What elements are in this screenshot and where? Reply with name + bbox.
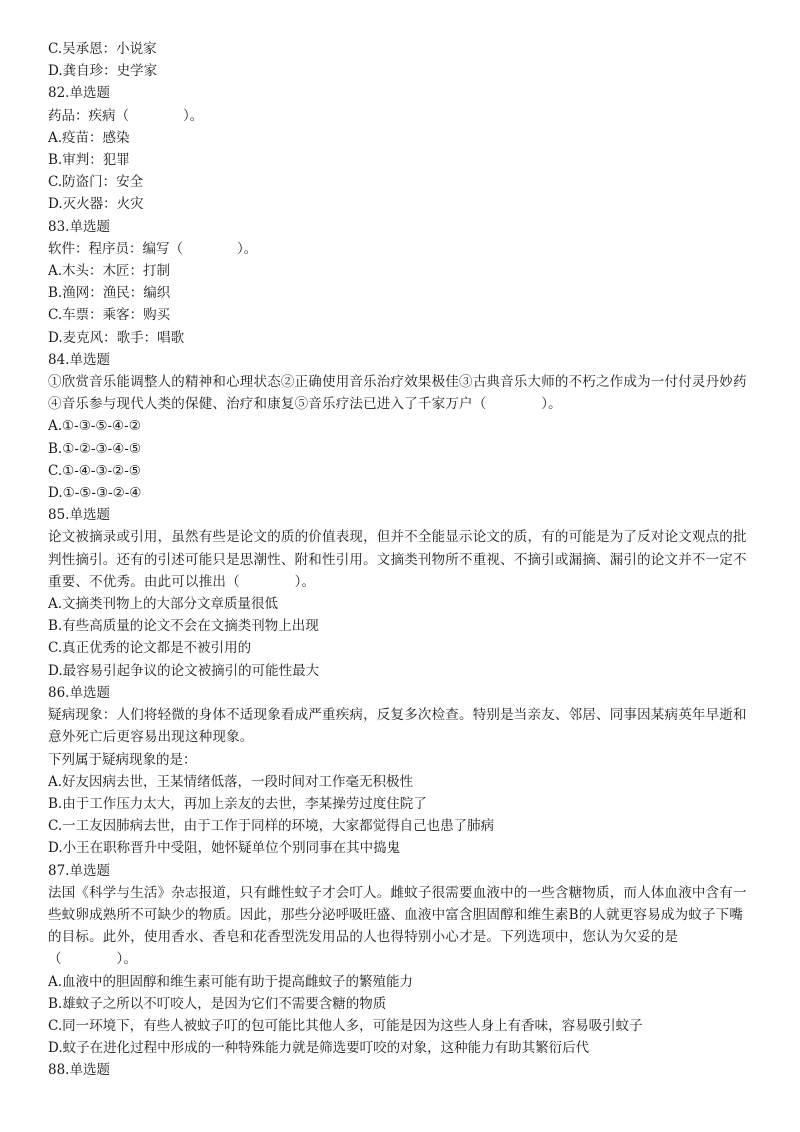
option-b: B.渔网：渔民：编织: [48, 285, 171, 302]
option-a: A.疫苗：感染: [48, 129, 130, 146]
option-d: D.小王在职称晋升中受阻，她怀疑单位个别同事在其中捣鬼: [48, 840, 401, 857]
option-c: C.一工友因肺病去世，由于工作于同样的环境，大家都觉得自己也患了肺病: [48, 818, 495, 835]
option-b: B.①-②-③-④-⑤: [48, 440, 141, 457]
question-prompt: 下列属于疑病现象的是：: [48, 751, 197, 768]
option-a: A.血液中的胆固醇和维生素可能有助于提高雌蚊子的繁殖能力: [48, 973, 414, 990]
question-stem: 软件：程序员：编写（ ）。: [48, 240, 258, 257]
option-c: C.同一环境下，有些人被蚊子叮的包可能比其他人多，可能是因为这些人身上有香味，容易吸引蚊子: [48, 1017, 643, 1034]
option-c: C.真正优秀的论文都是不被引用的: [48, 640, 252, 657]
option-d: D.蚊子在进化过程中形成的一种特殊能力就是筛选要叮咬的对象，这种能力有助其繁衍后代: [48, 1040, 590, 1057]
option-b: B.有些高质量的论文不会在文摘类刊物上出现: [48, 618, 319, 635]
option-d: D.龚自珍：史学家: [48, 63, 158, 80]
option-c: C.防盗门：安全: [48, 174, 144, 191]
question-list: [48, 38, 748, 1082]
option-d: D.最容易引起争议的论文被摘引的可能性最大: [48, 662, 320, 679]
option-d: D.灭火器：火灾: [48, 196, 144, 213]
option-a: A.木头：木匠：打制: [48, 263, 171, 280]
option-d: D.①-⑤-③-②-④: [48, 485, 142, 502]
option-b: B.审判：犯罪: [48, 152, 130, 169]
question-stem: 药品：疾病（ ）。: [48, 107, 204, 124]
option-c: C.吴承恩：小说家: [48, 41, 157, 57]
question-stem: 论文被摘录或引用，虽然有些是论文的质的价值表现，但并不全能显示论文的质，有的可能是为了反对论文观点的批判性摘引。还有的引述可能只是思潮性、附和性引用。文摘类刊物所不重视、不摘引或漏摘、漏引的论文并不一定不重要、不优秀。由此可以推出（ ）。: [48, 529, 747, 590]
option-c: C.①-④-③-②-⑤: [48, 462, 141, 479]
option-a: A.文摘类刊物上的大部分文章质量很低: [48, 596, 279, 613]
question-number: 88.单选题: [48, 1062, 110, 1079]
question-number: 82.单选题: [48, 85, 110, 102]
option-d: D.麦克风：歌手：唱歌: [48, 329, 185, 346]
option-c: C.车票：乘客：购买: [48, 307, 171, 324]
question-stem: 法国《科学与生活》杂志报道，只有雌性蚊子才会叮人。雌蚊子很需要血液中的一些含糖物质，而人体血液中含有一些蚊卵成熟所不可缺少的物质。因此，那些分泌呼吸旺盛、血液中富含胆固醇和维生素B的人就更容易成为蚊子下嘴的目标。此外，使用香水、香皂和花香型洗发用品的人也得特别小心才是。下列选项中，您认为欠妥的是（ ）。: [48, 884, 747, 968]
question-stem: ①欣赏音乐能调整人的精神和心理状态②正确使用音乐治疗效果极佳③古典音乐大师的不朽之作成为一付付灵丹妙药④音乐参与现代人类的保健、治疗和康复⑤音乐疗法已进入了千家万户（ ）。: [48, 374, 747, 413]
question-stem: 疑病现象：人们将轻微的身体不适现象看成严重疾病，反复多次检查。特别是当亲友、邻居、同事因某病英年早逝和意外死亡后更容易出现这种现象。: [48, 707, 747, 746]
option-b: B.雄蚊子之所以不叮咬人，是因为它们不需要含糖的物质: [48, 995, 387, 1012]
question-number: 86.单选题: [48, 684, 110, 701]
question-number: 84.单选题: [48, 351, 110, 368]
option-a: A.好友因病去世，王某情绪低落，一段时间对工作毫无积极性: [48, 773, 414, 790]
question-number: 83.单选题: [48, 218, 110, 235]
option-b: B.由于工作压力太大，再加上亲友的去世，李某操劳过度住院了: [48, 795, 427, 812]
question-number: 85.单选题: [48, 507, 110, 524]
question-number: 87.单选题: [48, 862, 110, 879]
option-a: A.①-③-⑤-④-②: [48, 418, 141, 435]
